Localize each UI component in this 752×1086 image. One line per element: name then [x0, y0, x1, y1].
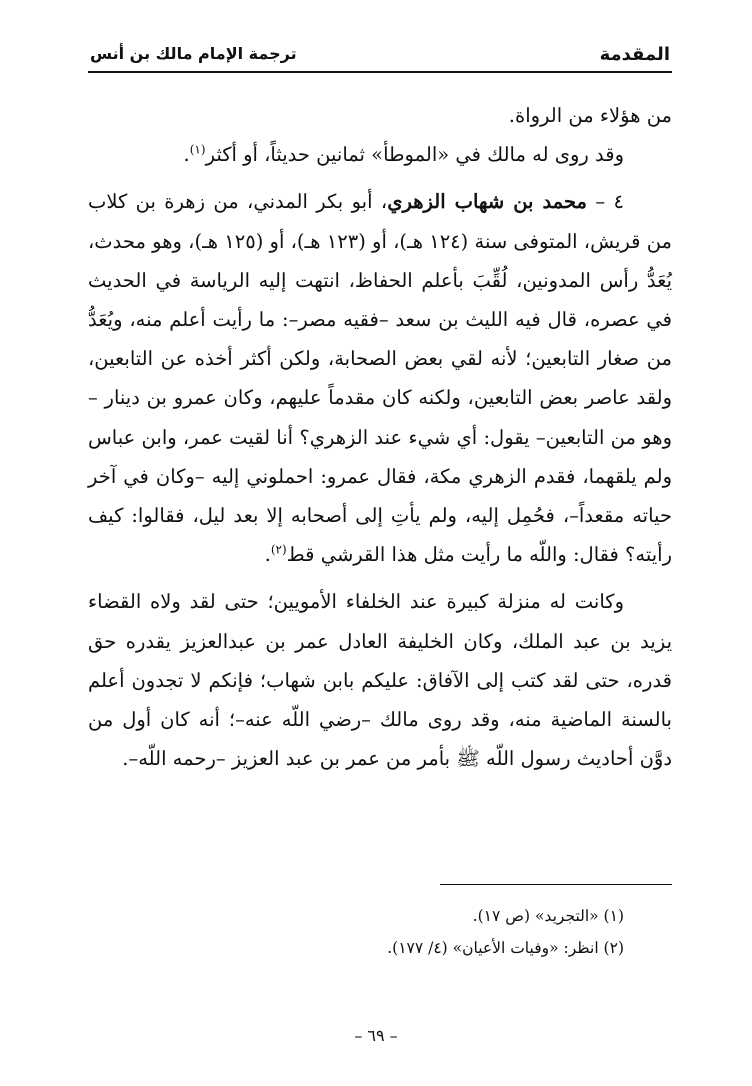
paragraph-3 [88, 182, 672, 574]
footnote-ref-1: (١) [189, 142, 206, 157]
running-header [90, 40, 670, 70]
footnote-ref-2: (٢) [270, 542, 287, 557]
header-divider [88, 71, 672, 73]
page-number: – ٦٩ – [354, 1026, 398, 1045]
footnote-2: (٢) انظر: «وفيات الأعيان» (٤/ ١٧٧). [387, 939, 624, 957]
header-section-title: المقدمة [599, 44, 670, 65]
paragraph-1-text: من هؤلاء من الرواة. [508, 104, 672, 127]
footnotes [88, 900, 672, 964]
paragraph-3-end: . [264, 543, 271, 567]
entry-number: ٤ – [586, 190, 624, 214]
paragraph-2-end: . [183, 143, 190, 167]
main-text [88, 96, 672, 778]
paragraph-2-text: وقد روى له مالك في «الموطأ» ثمانين حديثاً، أو أكثر [205, 143, 624, 167]
footnote-1: (١) «التجريد» (ص ١٧). [472, 907, 624, 925]
paragraph-2 [88, 135, 672, 174]
entry-name: محمد بن شهاب الزهري [387, 190, 587, 214]
footnote-divider [440, 884, 672, 885]
paragraph-1 [88, 96, 672, 135]
paragraph-4-text: وكانت له منزلة كبيرة عند الخلفاء الأمويين؛ حتى لقد ولاه القضاء يزيد بن عبد الملك، وكان الخليفة العادل عمر بن عبدالعزيز يقدره حق قدره، حتى لقد كتب إلى الآفاق: عليكم بابن شهاب؛ فإنكم لا تجدون أعلم بالسنة الماضية منه، وقد روى مالك –رضي اللّه عنه–؛ أنه كان أول من دوَّن أحاديث رسول اللّه ﷺ بأمر من عمر بن عبد العزيز –رحمه اللّه–. [88, 590, 672, 771]
paragraph-4 [88, 582, 672, 778]
header-book-title: ترجمة الإمام مالك بن أنس [90, 44, 297, 63]
paragraph-3-text: ، أبو بكر المدني، من زهرة بن كلاب من قريش، المتوفى سنة (١٢٤ هـ)، أو (١٢٣ هـ)، أو (١٢٥ هـ)، وهو محدث، يُعَدُّ رأس المدونين، لُقِّبَ بأعلم الحفاظ، انتهت إليه الرياسة في الحديث في عصره، قال فيه الليث بن سعد –فقيه مصر–: ما رأيت أعلم منه، ويُعَدُّ من صغار التابعين؛ لأنه لقي بعض الصحابة، ولكن أكثر أخذه عن التابعين، ولقد عاصر بعض التابعين، ولكنه كان مقدماً عليهم، وكان عمرو بن دينار –وهو من التابعين– يقول: أي شيء عند الزهري؟ أنا لقيت عمر، وابن عباس ولم يلقهما، فقدم الزهري مكة، فقال عمرو: احملوني إليه –وكان في آخر حياته مقعداً–، فحُمِل إليه، ولم يأتِ إلى أصحابه إلا بعد ليل، فقالوا: كيف رأيته؟ فقال: واللّه ما رأيت مثل هذا القرشي قط [88, 190, 672, 567]
